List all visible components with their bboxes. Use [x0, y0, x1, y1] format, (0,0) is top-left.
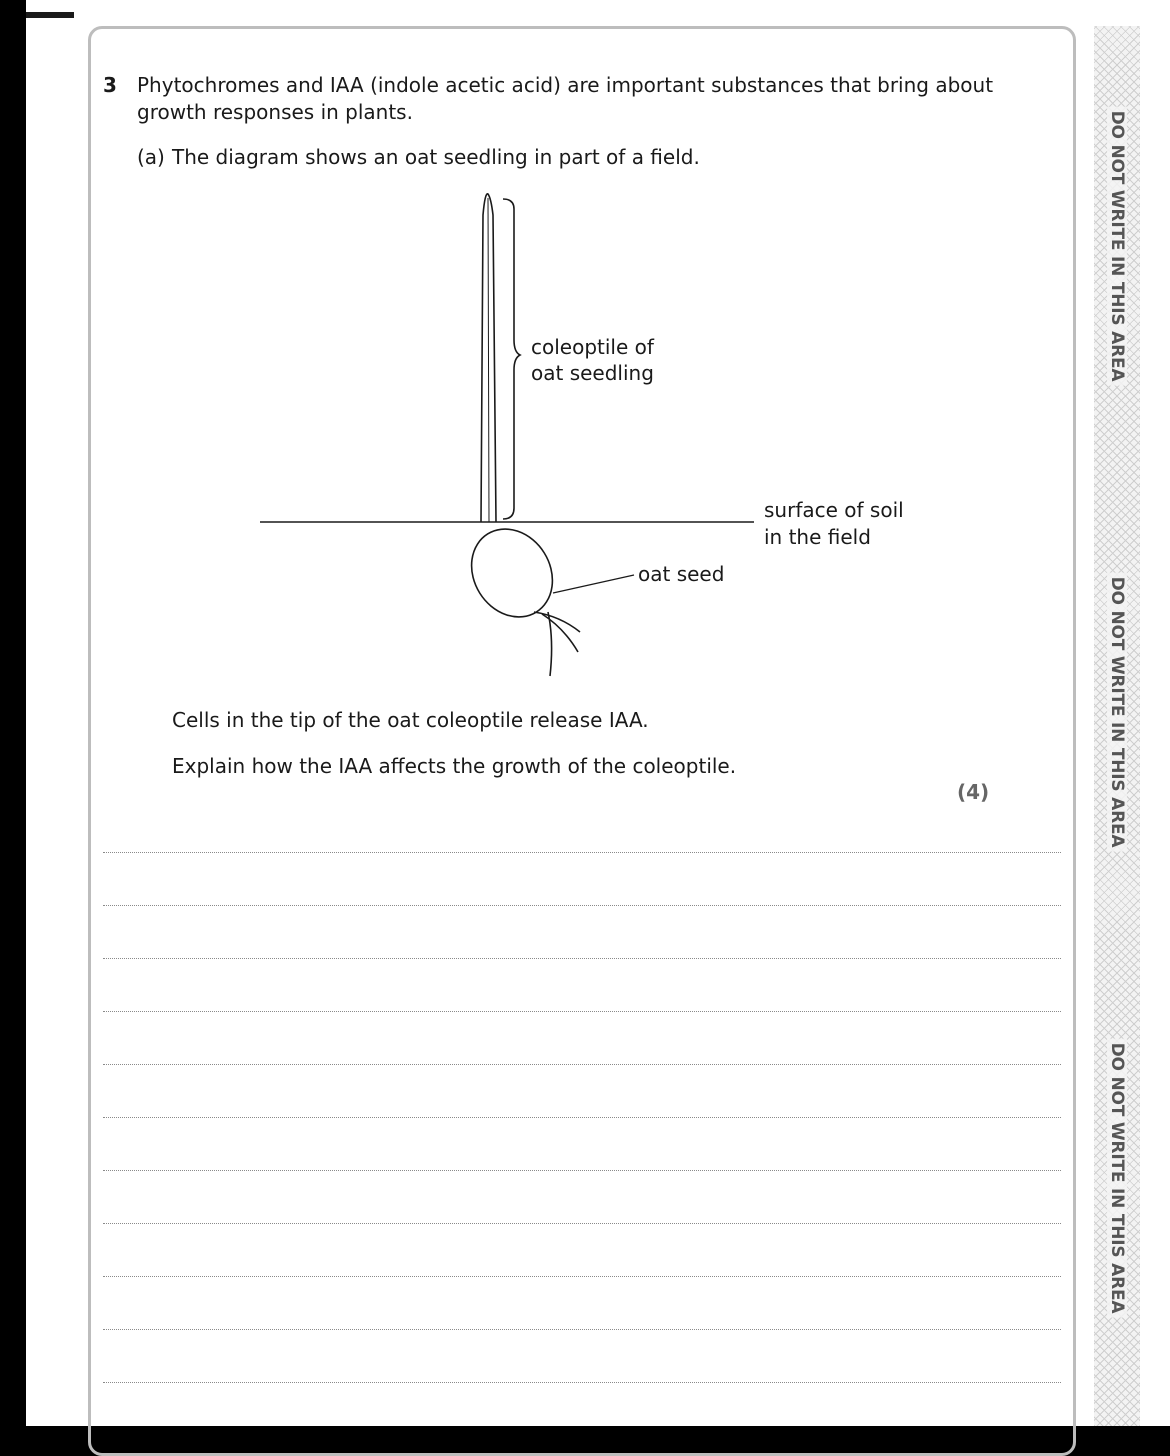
answer-line[interactable]: [103, 1170, 1061, 1171]
statement-text: Cells in the tip of the oat coleoptile release IAA.: [172, 708, 649, 732]
instruction-text: Explain how the IAA affects the growth of the coleoptile.: [172, 754, 737, 778]
root-1: [548, 612, 552, 676]
answer-line[interactable]: [103, 905, 1061, 906]
seed-label: oat seed: [638, 562, 725, 586]
answer-line[interactable]: [103, 1011, 1061, 1012]
answer-line[interactable]: [103, 1223, 1061, 1224]
answer-line[interactable]: [103, 1382, 1061, 1383]
question-intro: Phytochromes and IAA (indole acetic acid) are important substances that bring about growth responses in plants.: [137, 73, 994, 124]
coleoptile-brace: [503, 199, 520, 519]
coleoptile-label-line2: oat seedling: [531, 361, 654, 385]
oat-seed-pointer: [553, 575, 634, 593]
coleoptile-midline: [488, 198, 489, 522]
margin-notice-middle: DO NOT WRITE IN THIS AREA: [1107, 573, 1127, 852]
coleoptile-label-line1: coleoptile of: [531, 335, 654, 359]
answer-line[interactable]: [103, 1117, 1061, 1118]
answer-line[interactable]: [103, 1329, 1061, 1330]
exam-page: [26, 0, 1170, 1426]
soil-label-line1: surface of soil: [764, 498, 904, 522]
soil-label-line2: in the field: [764, 525, 871, 549]
part-a-label: (a): [137, 145, 165, 169]
root-3: [534, 612, 580, 632]
answer-line[interactable]: [103, 1064, 1061, 1065]
marks-available: (4): [957, 780, 990, 804]
part-a-text: The diagram shows an oat seedling in part of a field.: [172, 145, 700, 169]
answer-line[interactable]: [103, 1276, 1061, 1277]
margin-notice-top: DO NOT WRITE IN THIS AREA: [1107, 107, 1127, 386]
answer-line[interactable]: [103, 958, 1061, 959]
question-number: 3: [103, 73, 117, 97]
answer-line[interactable]: [103, 852, 1061, 853]
oat-seed-shape: [455, 514, 568, 632]
margin-notice-bottom: DO NOT WRITE IN THIS AREA: [1107, 1039, 1127, 1318]
